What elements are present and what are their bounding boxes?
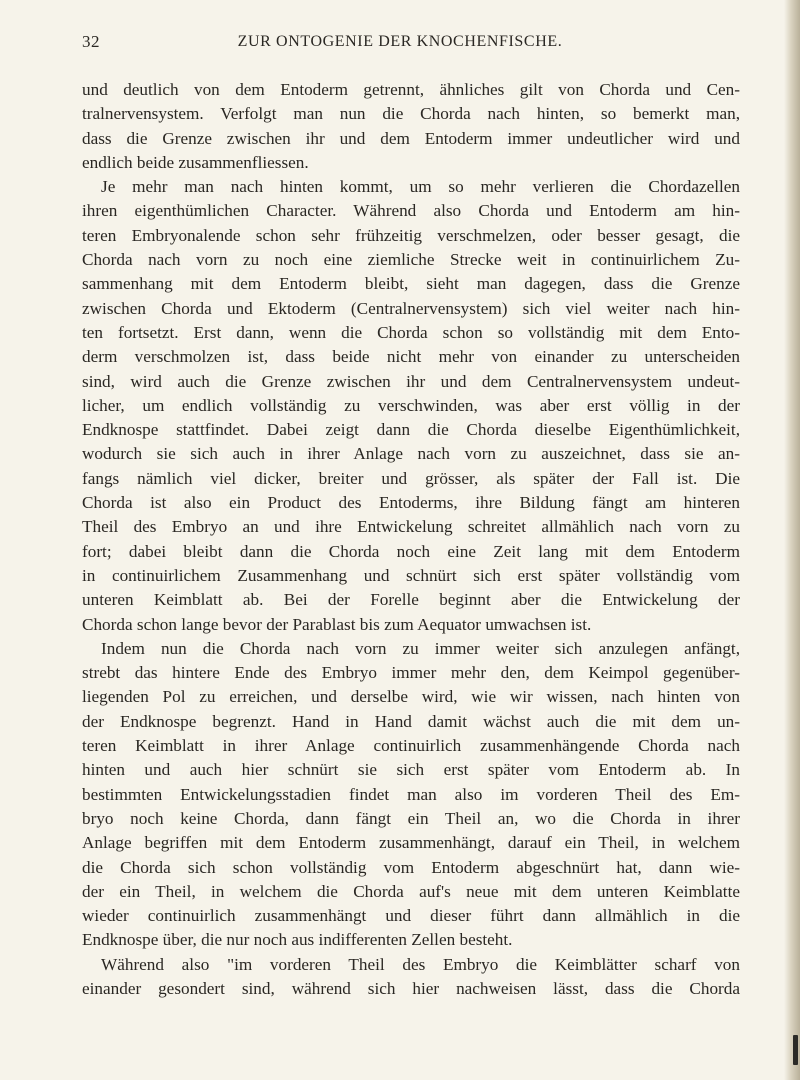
text-line: Indem nun die Chorda nach vorn zu immer weiter sich anzulegen anfängt,: [101, 638, 740, 658]
text-line: Endknospe stattfindet. Dabei zeigt dann die Chorda dieselbe Eigenthümlichkeit,: [82, 420, 740, 440]
text-line: teren Embryonalende schon sehr frühzeitig verschmelzen, oder besser gesagt, die: [82, 225, 740, 245]
body-text: [82, 78, 740, 1001]
text-line: Theil des Embryo an und ihre Entwickelung schreitet allmählich nach vorn zu: [82, 517, 740, 537]
text-line: unteren Keimblatt ab. Bei der Forelle beginnt aber die Entwickelung der: [82, 590, 740, 610]
text-line: hinten und auch hier schnürt sie sich erst später vom Entoderm ab. In: [82, 760, 740, 780]
text-line: Chorda ist also ein Product des Entoderms, ihre Bildung fängt am hinteren: [82, 493, 740, 513]
text-line: Chorda nach vorn zu noch eine ziemliche Strecke weit in continuirlichem Zu-: [82, 250, 740, 270]
text-line: in continuirlichem Zusammenhang und schnürt sich erst später vollständig vom: [82, 565, 740, 585]
text-line: der Endknospe begrenzt. Hand in Hand damit wächst auch die mit dem un-: [82, 711, 740, 731]
text-line: einander gesondert sind, während sich hier nachweisen lässt, dass die Chorda: [82, 978, 740, 998]
text-line: strebt das hintere Ende des Embryo immer mehr den, dem Keimpol gegenüber-: [82, 663, 740, 683]
text-line: tralnervensystem. Verfolgt man nun die Chorda nach hinten, so bemerkt man,: [82, 104, 740, 124]
text-line: Während also "im vorderen Theil des Embryo die Keimblätter scharf von: [101, 954, 740, 974]
text-line: und deutlich von dem Entoderm getrennt, ähnliches gilt von Chorda und Cen-: [82, 80, 740, 99]
text-line: Anlage begriffen mit dem Entoderm zusammenhängt, darauf ein Theil, in welchem: [82, 833, 740, 853]
text-line: sammenhang mit dem Entoderm bleibt, sieht man dagegen, dass die Grenze: [82, 274, 740, 294]
text-line: teren Keimblatt in ihrer Anlage continuirlich zusammenhängende Chorda nach: [82, 736, 740, 756]
text-line: wodurch sie sich auch in ihrer Anlage nach vorn zu auszeichnet, dass sie an-: [82, 444, 740, 464]
text-line: die Chorda sich schon vollständig vom Entoderm abgeschnürt hat, dann wie-: [82, 857, 740, 877]
text-line: licher, um endlich vollständig zu verschwinden, was aber erst völlig in der: [82, 395, 740, 415]
text-line: wieder continuirlich zusammenhängt und dieser führt dann allmählich in die: [82, 906, 740, 926]
text-line: ten fortsetzt. Erst dann, wenn die Chorda schon so vollständig mit dem Ento-: [82, 322, 740, 342]
text-line: Endknospe über, die nur noch aus indifferenten Zellen besteht.: [82, 930, 513, 950]
text-line: sind, wird auch die Grenze zwischen ihr und dem Centralnervensystem undeut-: [82, 371, 740, 391]
text-line: Je mehr man nach hinten kommt, um so mehr verlieren die Chordazellen: [101, 177, 740, 197]
text-line: ihren eigenthümlichen Character. Während also Chorda und Entoderm am hin-: [82, 201, 740, 221]
page-number: 32: [82, 32, 100, 51]
text-line: Chorda schon lange bevor der Parablast bis zum Aequator umwachsen ist.: [82, 614, 592, 634]
text-line: der ein Theil, in welchem die Chorda auf's neue mit dem unteren Keimblatte: [82, 881, 740, 901]
text-line: fangs nämlich viel dicker, breiter und grösser, als später der Fall ist. Die: [82, 468, 740, 488]
text-line: liegenden Pol zu erreichen, und derselbe wird, wie wir wissen, nach hinten von: [82, 687, 740, 707]
running-title: ZUR ONTOGENIE DER KNOCHENFISCHE.: [237, 33, 563, 50]
text-line: bestimmten Entwickelungsstadien findet man also im vorderen Theil des Em-: [82, 784, 740, 804]
page-edge-shadow: [784, 0, 800, 1080]
text-line: endlich beide zusammenfliessen.: [82, 152, 309, 172]
text-line: dass die Grenze zwischen ihr und dem Entoderm immer undeutlicher wird und: [82, 128, 740, 148]
text-line: derm verschmolzen ist, dass beide nicht mehr von einander zu unterscheiden: [82, 347, 740, 367]
text-line: fort; dabei bleibt dann die Chorda noch eine Zeit lang mit dem Entoderm: [82, 541, 740, 561]
text-line: zwischen Chorda und Ektoderm (Centralnervensystem) sich viel weiter nach hin-: [82, 298, 740, 318]
page-edge-mark: [793, 1035, 798, 1065]
text-line: bryo noch keine Chorda, dann fängt ein Theil an, wo die Chorda in ihrer: [82, 808, 740, 828]
